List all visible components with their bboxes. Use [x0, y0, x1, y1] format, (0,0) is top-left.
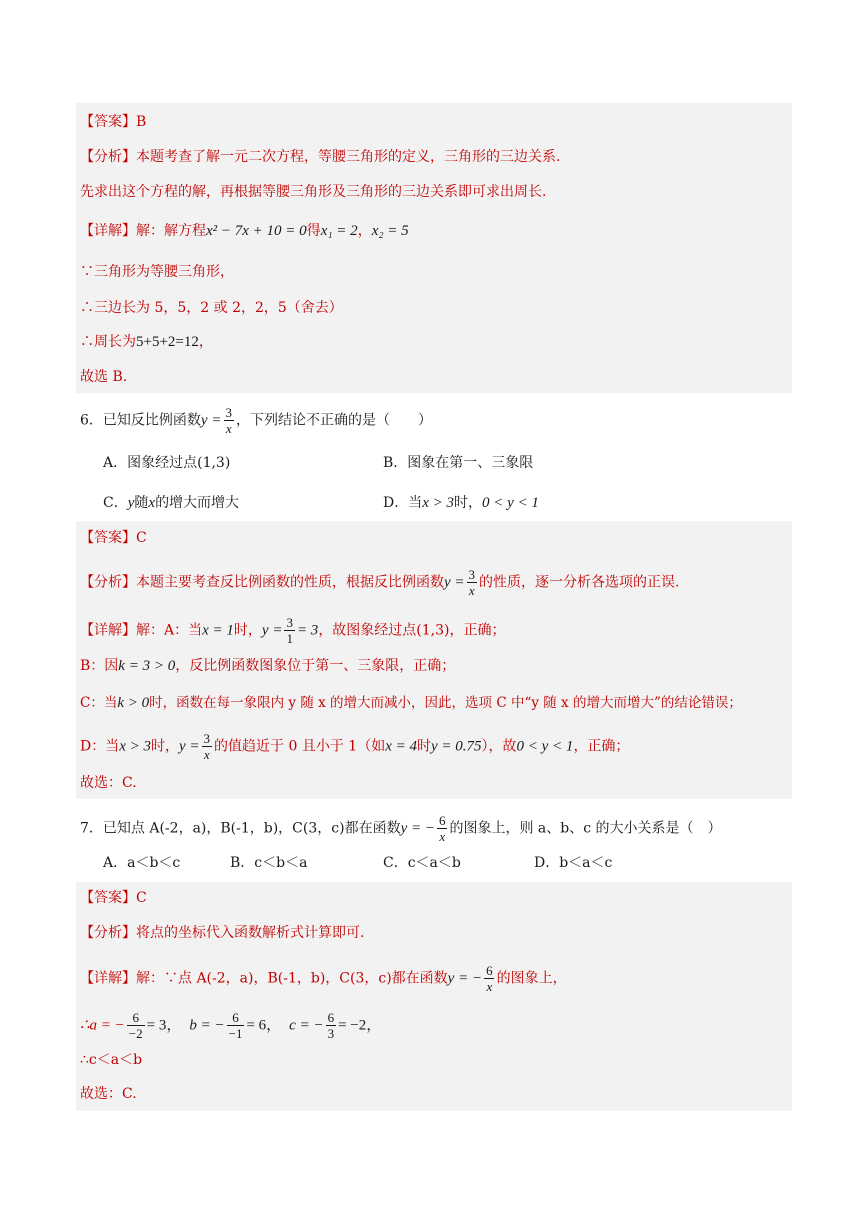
q6-analysis-func-lhs: y = [444, 574, 465, 591]
q6-stem [80, 406, 432, 435]
q6-d-range: 0 < y < 1 [516, 738, 574, 755]
q6-detail-mid: 时， [233, 622, 262, 639]
q6-option-d-mid: 时， [454, 495, 483, 511]
q6-choose: 故选：C. [80, 775, 137, 791]
q7-order: ∴c＜a＜b [80, 1052, 143, 1068]
q7-detail-fraction [484, 964, 495, 993]
q7-calc-b-fraction [227, 1011, 245, 1040]
q6-answer: 【答案】C [80, 530, 147, 546]
q7-calc-c-lhs: c = − [289, 1017, 324, 1034]
q6-detail-a [80, 616, 506, 645]
q7-func-num: 6 [438, 813, 446, 828]
q6-detail-c [80, 693, 742, 713]
q7-calc-a-num: 6 [132, 1010, 139, 1025]
q7-calc [80, 1011, 381, 1040]
q7-analysis: 【分析】将点的坐标代入函数解析式计算即可. [80, 925, 365, 941]
q7-calc-b-num: 6 [232, 1010, 239, 1025]
q7-detail-num: 6 [486, 963, 493, 978]
q7-option-c: C．c＜a＜b [383, 855, 461, 871]
q6-option-a: A．图象经过点(1,3) [103, 455, 231, 471]
q6-c-prefix: C：当 [80, 695, 118, 711]
q6-option-d-cond: x > 3 [422, 495, 455, 511]
q6-d-num: 3 [203, 731, 211, 746]
q7-stem-prefix: 7．已知点 A(-2，a)，B(-1，b)，C(3，c)都在函数 [80, 820, 401, 837]
q7-calc-a-fraction [127, 1011, 145, 1040]
q6-b-suffix: ，反比例函数图象位于第一、三象限，正确； [175, 658, 456, 674]
q6-option-c-x: x [148, 495, 156, 511]
q7-detail-prefix: 【详解】解：∵点 A(-2，a)，B(-1，b)，C(3，c)都在函数 [80, 970, 448, 987]
q5-detail-mid: 得 [306, 223, 321, 239]
q6-option-c [103, 493, 239, 513]
q5-root-1: x₁ = 2 [320, 223, 358, 239]
q6-d-cond: x > 3 [119, 738, 152, 755]
q6-option-c-pre: C． [103, 495, 128, 511]
q6-detail-den: 1 [286, 631, 293, 646]
q7-detail [80, 964, 567, 993]
q7-calc-a-den: −2 [128, 1026, 143, 1041]
q5-perimeter-prefix: ∴周长为 [80, 334, 136, 350]
q5-perimeter-eq: 5+5+2=12 [136, 334, 199, 350]
q7-func-lhs: y = − [400, 820, 435, 837]
q7-calc-c-rhs: = −2， [338, 1017, 382, 1034]
q6-detail-prefix: 【详解】解：A：当 [80, 622, 203, 639]
q6-stem-prefix: 6．已知反比例函数 [80, 412, 201, 429]
q6-func-lhs: y = [200, 412, 222, 429]
q6-c-cond: k > 0 [117, 695, 150, 711]
q6-detail-fraction [284, 616, 295, 645]
q7-answer: 【答案】C [80, 890, 147, 906]
q6-b-cond: k = 3 > 0 [118, 658, 176, 674]
q6-option-c-post: 的增大而增大 [155, 495, 240, 511]
q6-func-fraction [223, 406, 234, 435]
q6-analysis-prefix: 【分析】本题主要考查反比例函数的性质，根据反比例函数 [80, 574, 444, 591]
q6-detail-suffix: ，故图象经过点(1,3)，正确； [318, 622, 506, 639]
q6-analysis-fraction [467, 568, 478, 597]
q5-sides: ∴三边长为 5，5，2 或 2，2，5（舍去） [80, 300, 343, 316]
q7-calc-c-num: 6 [327, 1010, 335, 1025]
q6-d-mid: 时， [151, 738, 180, 755]
q6-detail-num: 3 [286, 615, 293, 630]
q6-stem-suffix: ，下列结论不正确的是（ ） [235, 412, 432, 429]
q7-calc-b-den: −1 [228, 1026, 243, 1041]
q6-detail-y-rhs: = 3 [296, 622, 319, 639]
q6-analysis-den: x [468, 583, 475, 598]
q6-func-num: 3 [225, 405, 232, 420]
q7-calc-c-den: 3 [327, 1026, 335, 1041]
q6-analysis-num: 3 [468, 567, 476, 582]
q6-d-text2: 时 [417, 738, 431, 755]
q7-func-den: x [439, 829, 446, 844]
q6-detail-b [80, 656, 455, 676]
q7-calc-a-rhs: = 3， [146, 1017, 182, 1034]
q5-detail-prefix: 【详解】解：解方程 [80, 223, 206, 239]
q5-root-2: x₂ = 5 [371, 223, 409, 239]
q6-analysis-suffix: 的性质，逐一分析各选项的正误. [479, 574, 680, 591]
q7-option-d: D．b＜a＜c [534, 855, 613, 871]
q7-calc-b-rhs: = 6， [246, 1017, 282, 1034]
q5-comma: ， [357, 223, 372, 239]
q7-option-a: A．a＜b＜c [103, 855, 181, 871]
q5-analysis-line2: 先求出这个方程的解，再根据等腰三角形及三角形的三边关系即可求出周长. [80, 184, 547, 200]
q6-option-c-mid: 随 [134, 495, 149, 511]
q7-stem-suffix: 的图象上，则 a、b、c 的大小关系是（ ） [449, 820, 722, 837]
q5-detail-line [80, 221, 409, 241]
q6-d-eg: x = 4 [385, 738, 417, 755]
q6-d-fraction [202, 732, 213, 761]
q6-option-d [383, 493, 539, 513]
q6-detail-cond: x = 1 [202, 622, 234, 639]
q7-detail-func-lhs: y = − [447, 970, 483, 987]
q6-b-prefix: B：因 [80, 658, 119, 674]
q6-d-den: x [203, 747, 210, 762]
q6-c-suffix: 时，函数在每一象限内 y 随 x 的增大而减小，因此，选项 C 中“y 随 x 的增大而增大”的结论错误； [149, 695, 742, 711]
q7-calc-b-lhs: b = − [189, 1017, 225, 1034]
q7-choose: 故选：C. [80, 1086, 137, 1102]
q7-detail-suffix: 的图象上， [496, 970, 567, 987]
q5-analysis-line1: 【分析】本题考查了解一元二次方程，等腰三角形的定义，三角形的三边关系. [80, 149, 561, 165]
q7-stem [80, 814, 722, 843]
q6-detail-y-lhs: y = [261, 622, 283, 639]
q5-equation: x² − 7x + 10 = 0 [206, 223, 307, 239]
q6-d-y-lhs: y = [179, 738, 200, 755]
q5-because: ∵三角形为等腰三角形， [80, 264, 234, 280]
q5-perimeter-line [80, 332, 213, 352]
q6-option-b: B．图象在第一、三象限 [383, 455, 534, 471]
q7-option-b: B．c＜b＜a [230, 855, 308, 871]
q6-d-suffix: ，正确； [573, 738, 630, 755]
q6-d-prefix: D：当 [80, 738, 120, 755]
q7-calc-a-lhs: ∴a = − [80, 1017, 125, 1034]
q7-func-fraction [437, 814, 448, 843]
q6-d-eg-val: y = 0.75 [431, 738, 482, 755]
q6-func-den: x [225, 421, 232, 436]
q6-d-text: 的值趋近于 0 且小于 1（如 [214, 738, 386, 755]
q5-perimeter-suffix: ， [198, 334, 213, 350]
q7-calc-c-fraction [326, 1011, 337, 1040]
q6-analysis [80, 568, 679, 597]
q5-answer: 【答案】B [80, 114, 147, 130]
q6-option-c-y: y [127, 495, 135, 511]
q6-d-text3: ），故 [481, 738, 517, 755]
q6-option-d-pre: D．当 [383, 495, 423, 511]
q7-detail-den: x [486, 979, 493, 994]
q5-choose: 故选 B. [80, 369, 128, 385]
q6-detail-d [80, 732, 629, 761]
q7-solution-box [76, 882, 792, 1111]
q6-option-d-range: 0 < y < 1 [482, 495, 539, 511]
